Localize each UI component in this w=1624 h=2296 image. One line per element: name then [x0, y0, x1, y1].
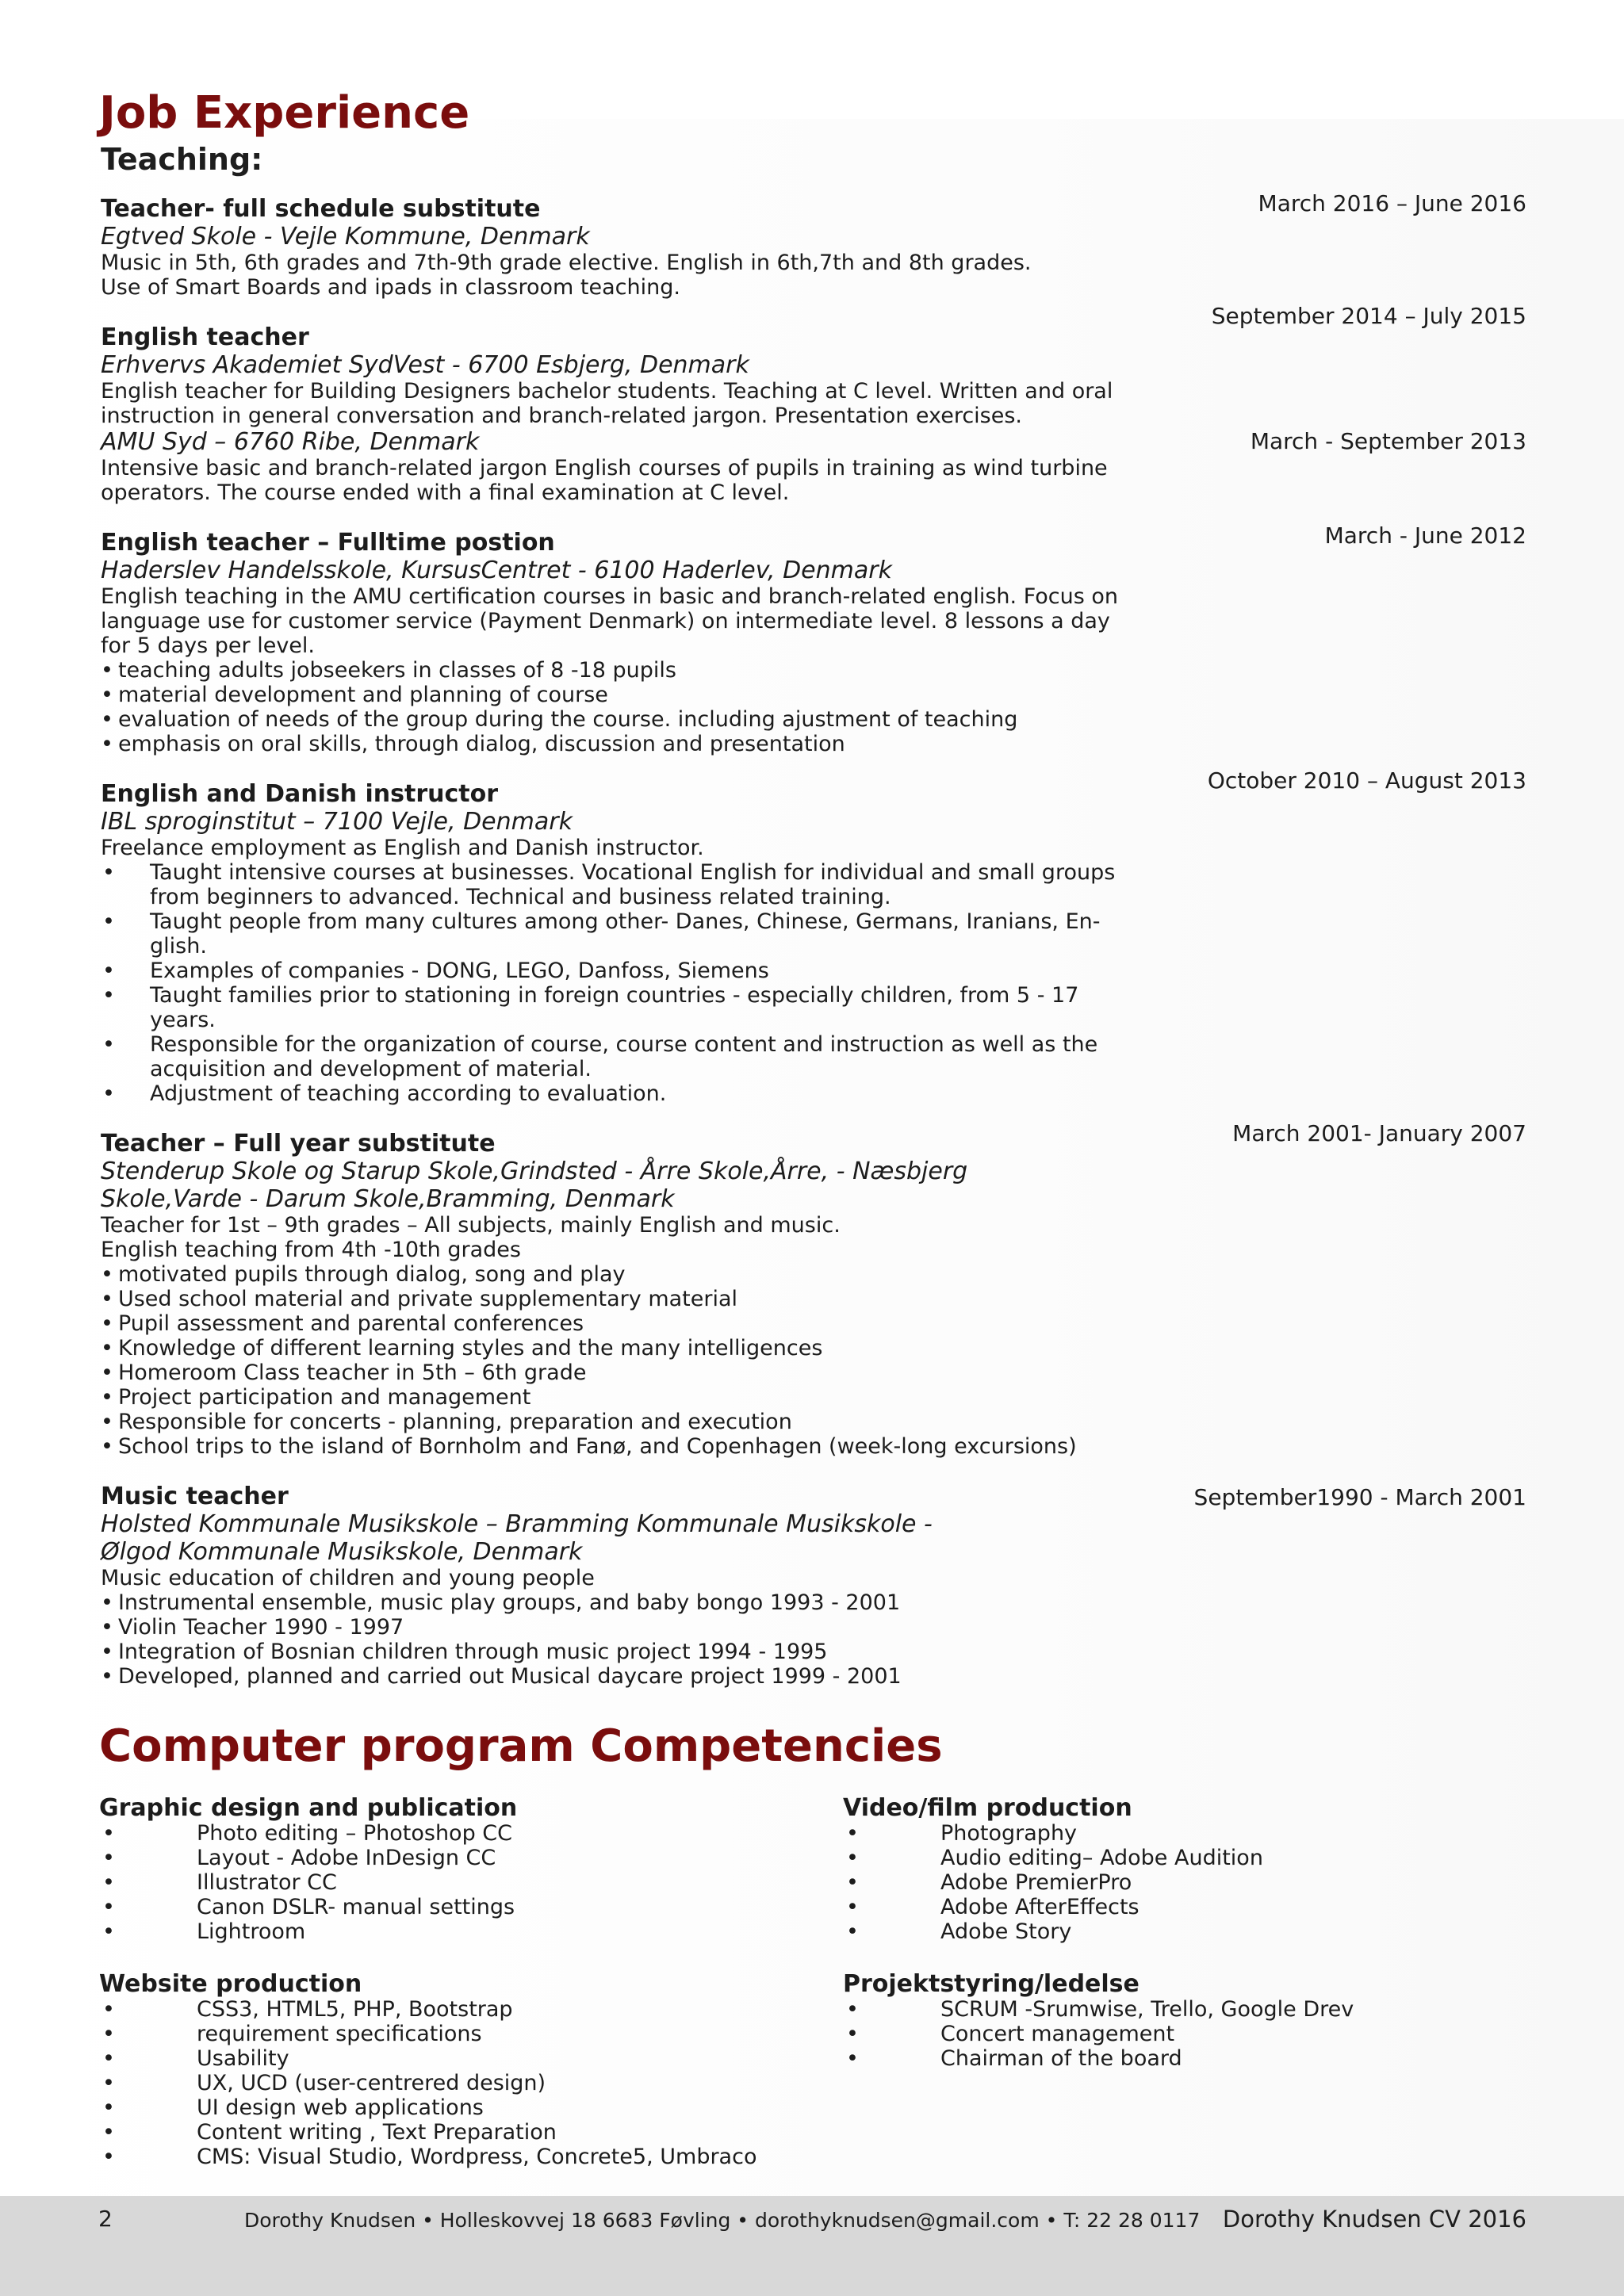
job-description: Music in 5th, 6th grades and 7th-9th grade elective. English in 6th,7th and 8th grades. [101, 251, 1032, 275]
job-description: Freelance employment as English and Danish instructor. [101, 836, 704, 860]
list-item: • emphasis on oral skills, through dialog, discussion and presentation [101, 732, 845, 756]
job-title: Teacher- full schedule substitute [101, 195, 541, 223]
list-item: • Developed, planned and carried out Musical daycare project 1999 - 2001 [101, 1664, 902, 1689]
list-item: • Adobe PremierPro [846, 1870, 1132, 1895]
competencies-left-column [99, 1795, 813, 2169]
list-item: • Taught intensive courses at businesses. Vocational English for individual and small groups from beginners to advanced. Technical and business related training. [102, 860, 1116, 909]
job-organization: Egtved Skole - Vejle Kommune, Denmark [101, 223, 590, 251]
teaching-subheading: Teaching: [101, 142, 263, 177]
list-item: • Responsible for the organization of course, course content and instruction as well as the acquisition and development of material. [102, 1032, 1098, 1081]
list-item: • Responsible for concerts - planning, preparation and execution [101, 1410, 792, 1434]
list-item: • Concert management [846, 2022, 1175, 2046]
skills-list-graphic [99, 1821, 813, 1944]
list-item: • teaching adults jobseekers in classes of 8 -18 pupils [101, 658, 676, 683]
job-entry [101, 303, 1526, 505]
cv-page-content [99, 86, 1526, 2175]
category-title-video: Video/film production [843, 1794, 1132, 1822]
job-title: Teacher – Full year substitute [101, 1130, 496, 1158]
job-description: Use of Smart Boards and ipads in classroom teaching. [101, 275, 680, 300]
list-item: • Instrumental ensemble, music play groups, and baby bongo 1993 - 2001 [101, 1590, 901, 1615]
skills-list-video [843, 1821, 1557, 1944]
list-item: • Examples of companies - DONG, LEGO, Danfoss, Siemens [102, 959, 769, 983]
list-item: • Taught families prior to stationing in foreign countries - especially children, from 5 - 17 years. [102, 983, 1079, 1032]
job-organization: AMU Syd – 6760 Ribe, Denmark [101, 428, 480, 456]
job-title: English and Danish instructor [101, 780, 499, 808]
job-description: English teaching from 4th -10th grades [101, 1238, 521, 1262]
job-date: March - September 2013 [1250, 428, 1526, 454]
duties-list [101, 658, 1139, 756]
job-entry [101, 1120, 1526, 1459]
job-title: Music teacher [101, 1483, 289, 1510]
job-title: English teacher – Fulltime postion [101, 529, 555, 557]
list-item: • Taught people from many cultures among other- Danes, Chinese, Germans, Iranians, En-glish. [102, 909, 1101, 959]
list-item: • Content writing , Text Preparation [102, 2120, 557, 2145]
list-item: • UX, UCD (user-centrered design) [102, 2071, 546, 2095]
job-description: English teacher for Building Designers bachelor students. Teaching at C level. Written and oral instruction in general conversation and branch-related jargon. Presentation exercises. [101, 379, 1113, 428]
list-item: • Chairman of the board [846, 2046, 1182, 2071]
duties-list [101, 1590, 1139, 1689]
list-item: • UI design web applications [102, 2095, 484, 2120]
page-number: 2 [98, 2206, 113, 2232]
job-date: September1990 - March 2001 [1193, 1484, 1526, 1510]
duties-list [101, 1262, 1139, 1459]
list-item: • Violin Teacher 1990 - 1997 [101, 1615, 404, 1640]
job-description: Music education of children and young people [101, 1566, 595, 1590]
job-organization: Stenderup Skole og Starup Skole,Grindsted - Årre Skole,Årre, - Næsbjerg Skole,Varde - Darum Skole,Bramming, Denmark [101, 1158, 968, 1213]
cv-label: Dorothy Knudsen CV 2016 [1222, 2206, 1526, 2233]
job-date: September 2014 – July 2015 [1211, 303, 1526, 329]
competencies-right-column [843, 1795, 1557, 2071]
list-item: • Photography [846, 1821, 1078, 1846]
job-organization: IBL sproginstitut – 7100 Vejle, Denmark [101, 808, 573, 836]
list-item: • Layout - Adobe InDesign CC [102, 1846, 496, 1870]
category-title-project: Projektstyring/ledelse [843, 1970, 1139, 1998]
list-item: • Homeroom Class teacher in 5th – 6th grade [101, 1360, 587, 1385]
competencies-columns [99, 1795, 1526, 2175]
skills-list-website [99, 1997, 813, 2169]
list-item: • motivated pupils through dialog, song and play [101, 1262, 626, 1287]
list-item: • CMS: Visual Studio, Wordpress, Concrete5, Umbraco [102, 2145, 757, 2169]
job-date: October 2010 – August 2013 [1207, 767, 1526, 794]
duties-list [101, 860, 1139, 1106]
competencies-heading: Computer program Competencies [99, 1720, 943, 1772]
list-item: • Photo editing – Photoshop CC [102, 1821, 512, 1846]
list-item: • Adobe Story [846, 1919, 1072, 1944]
list-item: • evaluation of needs of the group during the course. including ajustment of teaching [101, 707, 1018, 732]
job-date: March 2001- January 2007 [1232, 1120, 1526, 1146]
job-date: March - June 2012 [1324, 522, 1526, 549]
list-item: • Used school material and private supplementary material [101, 1287, 738, 1311]
list-item: • Illustrator CC [102, 1870, 337, 1895]
list-item: • material development and planning of course [101, 683, 608, 707]
contact-line: Dorothy Knudsen • Holleskovvej 18 6683 Føvling • dorothyknudsen@gmail.com • T: 22 28 0117 [244, 2209, 1201, 2232]
skills-list-project [843, 1997, 1557, 2071]
list-item: • Project participation and management [101, 1385, 531, 1410]
list-item: • Adjustment of teaching according to evaluation. [102, 1081, 667, 1106]
job-entry [101, 1483, 1526, 1689]
list-item: • Adobe AfterEffects [846, 1895, 1139, 1919]
job-description: Teacher for 1st – 9th grades – All subjects, mainly English and music. [101, 1213, 841, 1238]
list-item: • Audio editing– Adobe Audition [846, 1846, 1263, 1870]
list-item: • Pupil assessment and parental conferences [101, 1311, 584, 1336]
list-item: • School trips to the island of Bornholm and Fanø, and Copenhagen (week-long excursions) [101, 1434, 1077, 1459]
job-organization: Haderslev Handelsskole, KursusCentret - 6100 Haderlev, Denmark [101, 557, 892, 584]
job-organization: Erhvervs Akademiet SydVest - 6700 Esbjerg, Denmark [101, 351, 749, 379]
list-item: • Usability [102, 2046, 289, 2071]
job-title: English teacher [101, 323, 309, 351]
list-item: • Knowledge of different learning styles and the many intelligences [101, 1336, 823, 1360]
list-item: • requirement specifications [102, 2022, 482, 2046]
list-item: • CSS3, HTML5, PHP, Bootstrap [102, 1997, 513, 2022]
job-entry [101, 767, 1526, 1106]
page-footer [0, 2196, 1624, 2296]
job-experience-heading: Job Experience [99, 87, 470, 139]
job-date: March 2016 – June 2016 [1258, 190, 1526, 216]
list-item: • Canon DSLR- manual settings [102, 1895, 515, 1919]
job-description: English teaching in the AMU certification courses in basic and branch-related english. Focus on language use for customer service (Payment Denmark) on intermediate level. 8 lessons a day for 5 days per level. [101, 584, 1119, 658]
list-item: • SCRUM -Srumwise, Trello, Google Drev [846, 1997, 1354, 2022]
job-description: Intensive basic and branch-related jargon English courses of pupils in training as wind turbine operators. The course ended with a final examination at C level. [101, 456, 1108, 505]
category-title-graphic: Graphic design and publication [99, 1794, 518, 1822]
job-entry [101, 190, 1526, 300]
category-title-website: Website production [99, 1970, 362, 1998]
list-item: • Lightroom [102, 1919, 306, 1944]
job-entry [101, 522, 1526, 756]
job-organization: Holsted Kommunale Musikskole – Bramming Kommunale Musikskole - Ølgod Kommunale Musikskole, Denmark [101, 1510, 933, 1566]
list-item: • Integration of Bosnian children through music project 1994 - 1995 [101, 1640, 828, 1664]
